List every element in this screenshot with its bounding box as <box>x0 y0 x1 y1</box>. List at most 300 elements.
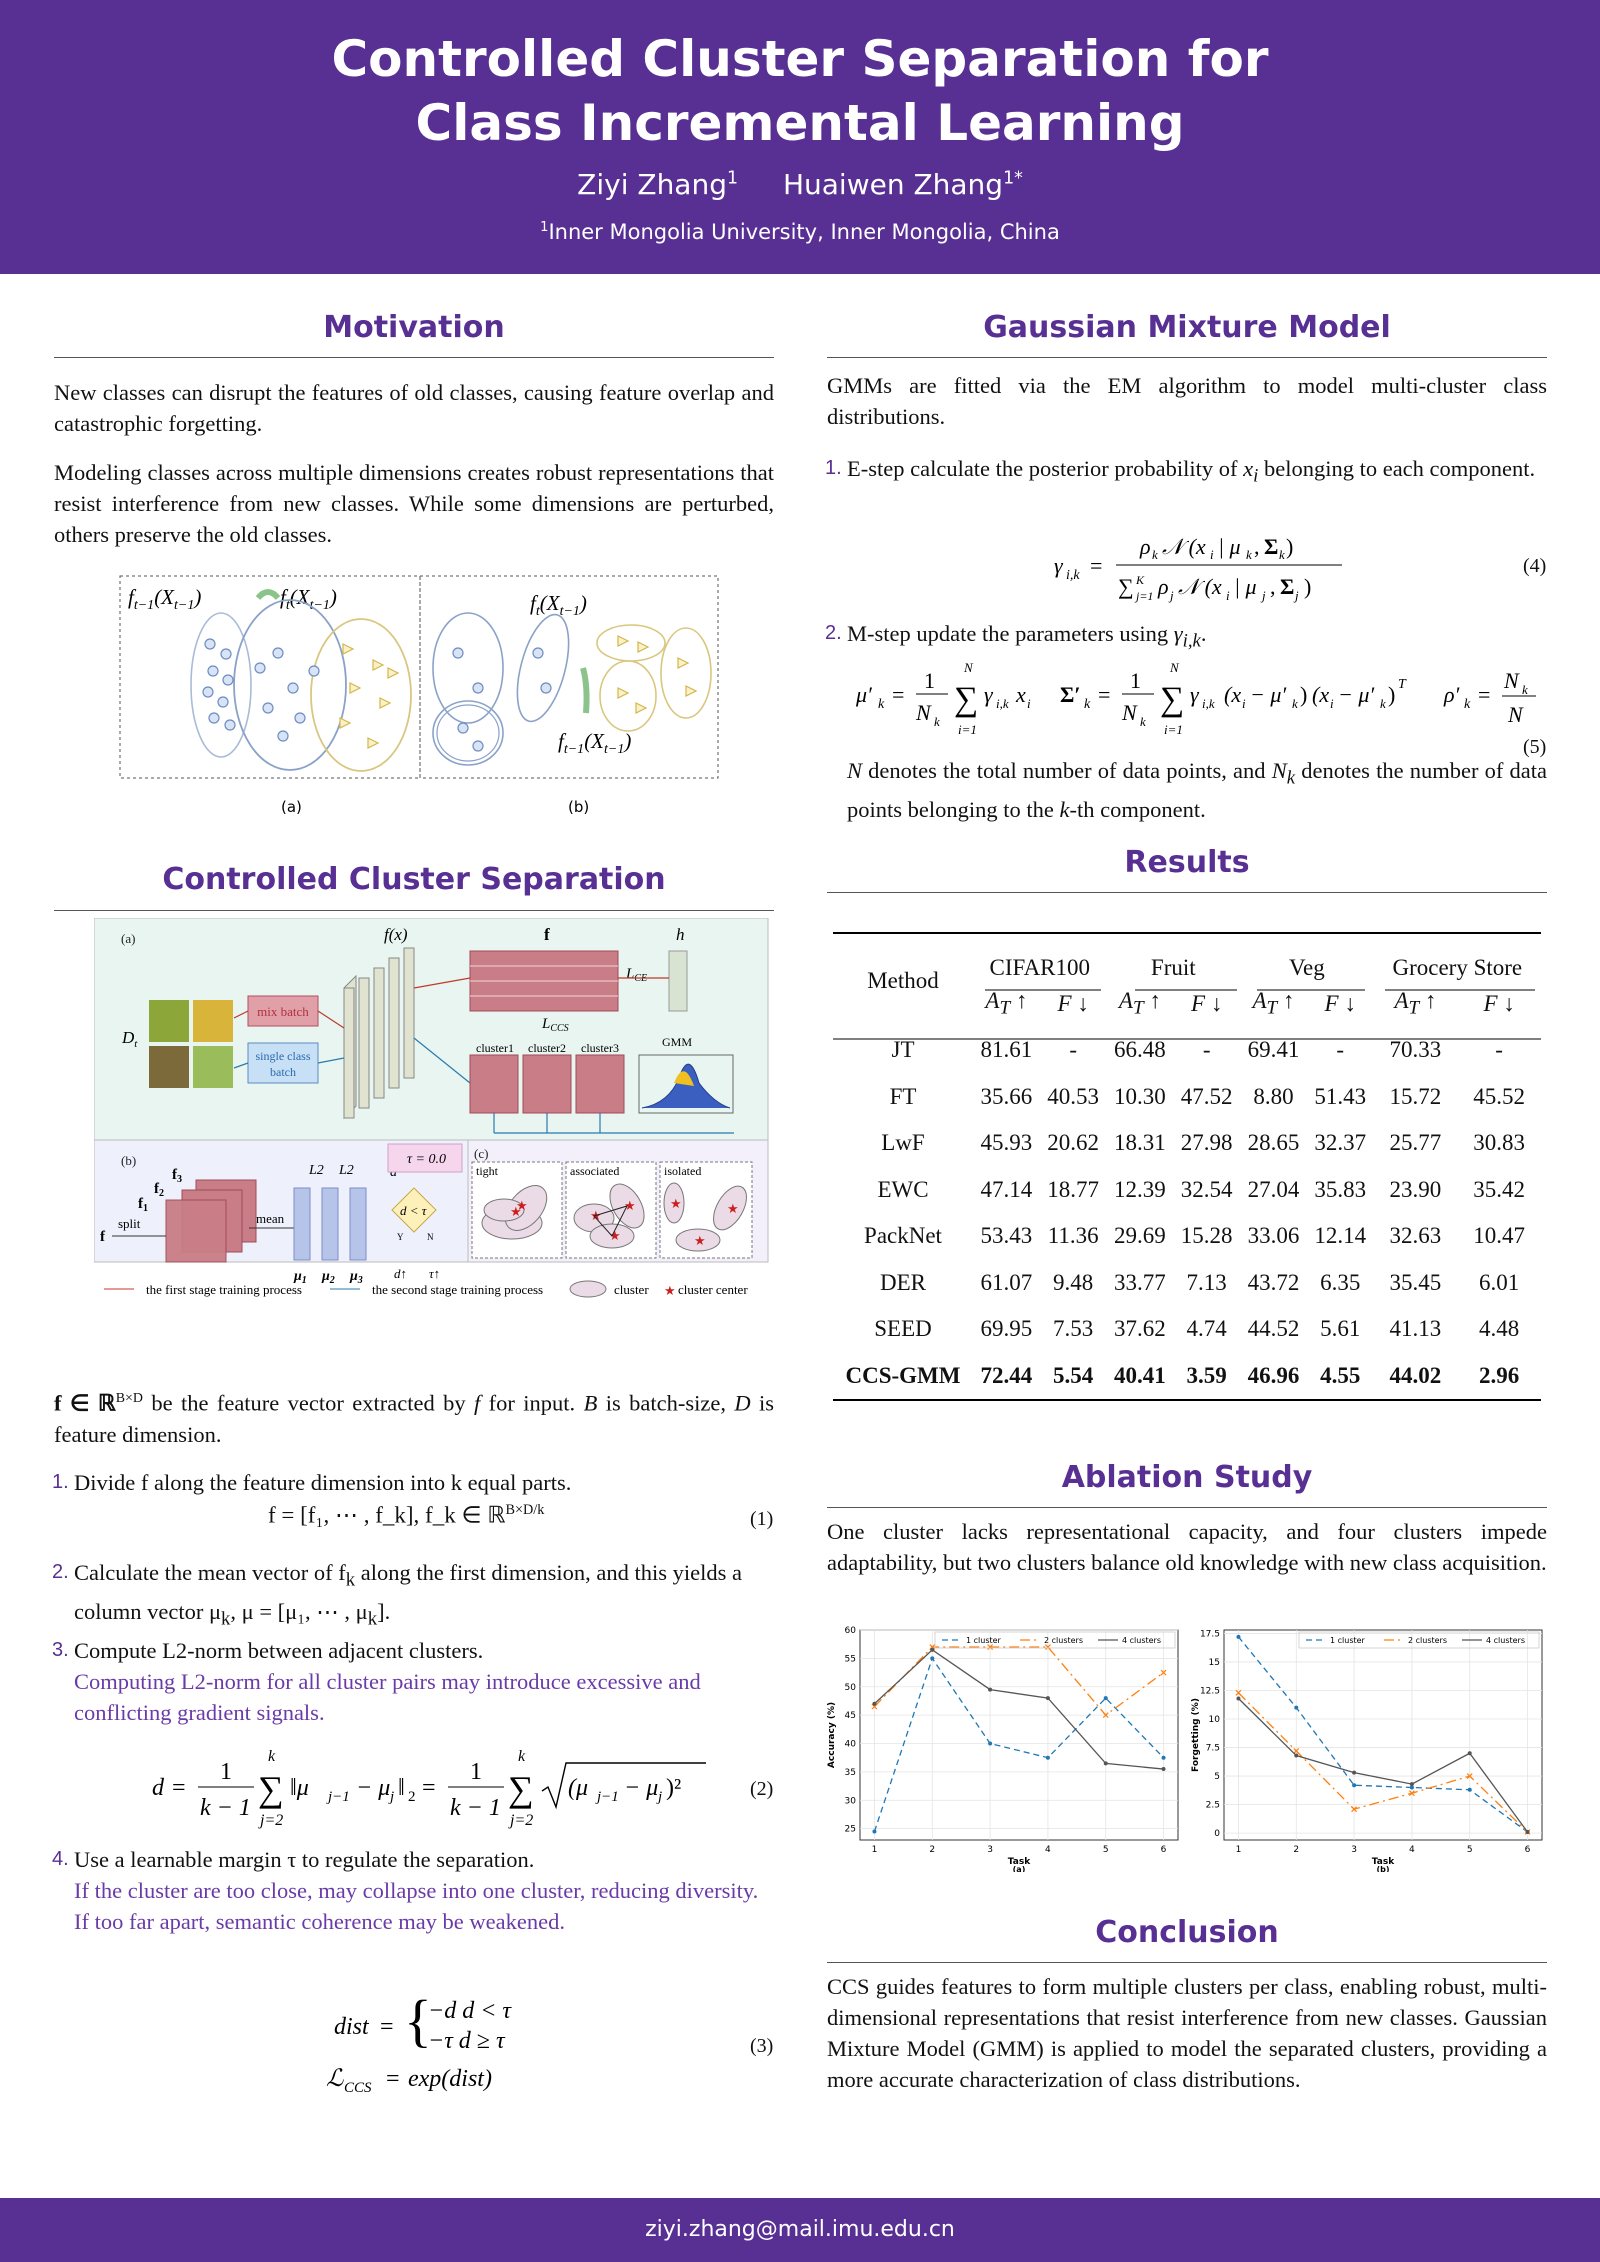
method-cell: EWC <box>877 1176 929 1202</box>
data-point <box>930 1656 934 1660</box>
ccs-intro: f ∈ ℝ$^{B\times D}$ be the feature vector extracted by f for input. B is batch-size, D is feature dimension. <box>54 1390 774 1447</box>
equation-4 <box>1050 528 1350 608</box>
value-cell: 47.52 <box>1180 1083 1233 1109</box>
value-cell: 12.14 <box>1314 1223 1367 1249</box>
value-cell: 46.96 <box>1247 1362 1300 1388</box>
svg-text:i=1: i=1 <box>958 722 977 737</box>
value-cell: 6.01 <box>1479 1269 1520 1295</box>
svg-text:mean: mean <box>256 1211 285 1226</box>
svg-text:): ) <box>1304 574 1312 599</box>
value-cell: 33.06 <box>1247 1223 1300 1249</box>
data-point <box>1294 1754 1298 1758</box>
y-tick-label: 7.5 <box>1205 1743 1220 1754</box>
svg-text:j−1: j−1 <box>597 1789 619 1805</box>
svg-text:): ) <box>1300 682 1308 707</box>
table-header-row-1 <box>833 934 1541 981</box>
svg-text:i,k: i,k <box>996 696 1009 711</box>
svg-text:★: ★ <box>727 1202 739 1217</box>
svg-text:τ↑: τ↑ <box>429 1266 441 1281</box>
svg-text:Y: Y <box>397 1232 404 1242</box>
value-cell: 2.96 <box>1479 1362 1520 1388</box>
x-tick-label: 4 <box>1409 1845 1415 1855</box>
method-cell: JT <box>891 1037 915 1063</box>
conclusion-rule <box>827 1962 1547 1963</box>
ccs-step-3: 3. Compute L2-norm between adjacent clusters. Computing L2-norm for all cluster pairs may introduce excessive and conflicting gradient signals. <box>52 1638 701 1725</box>
metric-header-forgetting: F ↓ <box>1191 990 1223 1016</box>
svg-text:i,k: i,k <box>1202 696 1215 711</box>
svg-text:γ: γ <box>1190 682 1199 707</box>
svg-text:the second stage training proc: the second stage training process <box>372 1282 544 1297</box>
svg-text:k: k <box>268 1748 276 1765</box>
svg-text:j: j <box>390 1789 395 1805</box>
svg-text:‖: ‖ <box>398 1775 405 1801</box>
data-point <box>1468 1751 1472 1755</box>
svg-text:f: f <box>544 925 550 944</box>
value-cell: 69.41 <box>1247 1037 1300 1063</box>
svg-text:{: { <box>404 1988 432 2053</box>
svg-text:μ2: $\mu_2$ <box>322 1269 335 1286</box>
dataset-header: Grocery Store <box>1392 954 1523 980</box>
svg-text:− μ′: − μ′ <box>1250 682 1287 707</box>
svg-text:Σ: Σ <box>1264 534 1279 559</box>
value-cell: 6.35 <box>1320 1269 1361 1295</box>
method-cell: LwF <box>881 1130 925 1156</box>
dataset-header: Fruit <box>1150 954 1196 980</box>
svg-text:★: ★ <box>694 1234 706 1249</box>
svg-text:=: = <box>892 682 905 707</box>
value-cell: 27.98 <box>1180 1130 1233 1156</box>
method-cell: SEED <box>874 1316 932 1342</box>
svg-text:★: ★ <box>664 1284 676 1298</box>
poster-header <box>0 0 1600 274</box>
equation-1: f = [f₁, ⋯ , f_k], f_k ∈ ℝ$^{B\times D/k}$ <box>268 1502 545 1528</box>
method-cell: CCS-GMM <box>845 1362 961 1388</box>
x-tick-label: 6 <box>1524 1845 1531 1855</box>
x-tick-label: 2 <box>929 1845 936 1855</box>
table-row <box>833 1074 1541 1121</box>
equation-3-number: (3) <box>750 2035 774 2057</box>
value-cell: 15.28 <box>1180 1223 1233 1249</box>
svg-text:cluster2: cluster2 <box>528 1041 566 1055</box>
author-2: Huaiwen Zhang$^{1*}$ <box>782 168 1023 201</box>
svg-text:): ) <box>1388 682 1396 707</box>
svg-text:=: = <box>380 2014 394 2040</box>
svg-text:1: 1 <box>220 1759 232 1785</box>
svg-text:): ) <box>1286 534 1294 559</box>
y-tick-label: 50 <box>844 1682 856 1693</box>
svg-text:− μ′: − μ′ <box>1338 682 1375 707</box>
svg-text:ft(Xt−1): $f_t(X_{t-1})$ <box>280 585 337 613</box>
x-tick-label: 3 <box>987 1845 993 1855</box>
value-cell: 35.83 <box>1314 1176 1367 1202</box>
table-row <box>833 1260 1541 1307</box>
svg-text:j: j <box>1170 588 1174 603</box>
value-cell: 10.30 <box>1114 1083 1166 1109</box>
metric-header-accuracy: $A_T$ ↑ <box>985 987 1028 1019</box>
svg-text:j=2: j=2 <box>260 1812 284 1829</box>
value-cell: 18.77 <box>1047 1176 1100 1202</box>
metric-header-accuracy: $A_T$ ↑ <box>1252 987 1295 1019</box>
svg-text:𝒩 (x: 𝒩 (x <box>1162 534 1206 559</box>
svg-text:γ: γ <box>984 682 993 707</box>
legend-label: 1 cluster <box>1330 1636 1365 1645</box>
x-tick-label: 6 <box>1160 1845 1167 1855</box>
value-cell: 70.33 <box>1389 1037 1442 1063</box>
svg-text:cluster1: cluster1 <box>476 1041 514 1055</box>
svg-text:★: ★ <box>609 1229 621 1244</box>
equation-1-number: (1) <box>750 1508 774 1530</box>
conclusion-text: CCS guides features to form multiple clusters per class, enabling robust, multi-dimensional representations that resist interference from new classes. Gaussian Mixture Model (GMM) is applied to model the separated clusters, providing a more accurate characterization of class distributions. <box>827 1974 1547 2092</box>
y-tick-label: 60 <box>844 1626 856 1636</box>
x-tick-label: 4 <box>1045 1845 1051 1855</box>
svg-text:k: k <box>1464 697 1471 712</box>
svg-text:| μ: | μ <box>1234 574 1257 599</box>
table-bottom-rule <box>833 1399 1541 1401</box>
motivation-paragraph-2: Modeling classes across multiple dimensions creates robust representations that resist interference from new classes. While some dimensions are perturbed, others preserve the old classes. <box>54 460 774 547</box>
table-rules <box>833 980 1541 1040</box>
svg-text:i: i <box>1027 696 1031 711</box>
svg-text:∑: ∑ <box>1118 574 1134 599</box>
title-line-2: Class Incremental Learning <box>415 94 1185 152</box>
svg-text:★: ★ <box>590 1209 602 1224</box>
value-cell: 5.61 <box>1320 1316 1361 1342</box>
svg-text:k: k <box>1152 547 1158 562</box>
svg-text:h: h <box>676 925 685 944</box>
y-tick-label: 10 <box>1208 1715 1220 1726</box>
svg-text:k: k <box>518 1748 526 1765</box>
svg-text:,: , <box>1270 574 1276 599</box>
gmm-step-1: 1. E-step calculate the posterior probability of $x_i$ belonging to each component. <box>825 456 1536 487</box>
svg-text:mix batch: mix batch <box>257 1004 309 1019</box>
value-cell: 47.14 <box>980 1176 1033 1202</box>
svg-text:i: i <box>1226 588 1230 603</box>
svg-text:)²: )² <box>666 1775 682 1801</box>
value-cell: 66.48 <box>1114 1037 1166 1063</box>
svg-text:f(x): f(x) <box>384 925 408 944</box>
svg-text:k: k <box>934 714 940 729</box>
value-cell: 12.39 <box>1114 1176 1166 1202</box>
value-cell: 23.90 <box>1389 1176 1442 1202</box>
svg-text:cluster3: cluster3 <box>581 1041 619 1055</box>
svg-text:★: ★ <box>624 1199 636 1214</box>
gmm-title: Gaussian Mixture Model <box>983 310 1391 345</box>
data-point <box>1526 1830 1530 1834</box>
ccs-title: Controlled Cluster Separation <box>162 862 666 897</box>
gmm-step-2: 2. M-step update the parameters using $\gamma_{i,k}$. <box>825 621 1207 652</box>
y-tick-label: 45 <box>844 1711 856 1722</box>
value-cell: 40.41 <box>1114 1362 1166 1388</box>
svg-text:CCS: CCS <box>344 2080 372 2096</box>
svg-text:‖μ: ‖μ <box>290 1775 309 1801</box>
svg-text:𝒩 (x: 𝒩 (x <box>1178 574 1222 599</box>
dataset-header: CIFAR100 <box>989 954 1091 980</box>
svg-text:i,k: i,k <box>1066 568 1080 583</box>
value-cell: 8.80 <box>1253 1083 1294 1109</box>
affiliation: $^1$Inner Mongolia University, Inner Mongolia, China <box>540 220 1060 244</box>
svg-text:(b): (b) <box>121 1153 137 1168</box>
svg-text:i: i <box>1210 547 1214 562</box>
value-cell: 37.62 <box>1114 1316 1166 1342</box>
method-header: Method <box>867 967 939 993</box>
svg-text:(a): (a) <box>281 798 302 816</box>
data-point <box>1162 1756 1166 1760</box>
legend-label: 1 cluster <box>966 1636 1001 1645</box>
value-cell: 32.37 <box>1314 1130 1367 1156</box>
y-tick-label: 12.5 <box>1199 1686 1220 1697</box>
svg-text:k − 1: k − 1 <box>450 1795 501 1821</box>
svg-text:− μ: − μ <box>356 1775 391 1801</box>
svg-text:k: k <box>1279 547 1285 562</box>
svg-text:2: 2 <box>408 1789 416 1805</box>
value-cell: 28.65 <box>1247 1130 1300 1156</box>
svg-text:dist: dist <box>334 2014 369 2040</box>
data-point <box>988 1742 992 1746</box>
value-cell: 44.52 <box>1247 1316 1300 1342</box>
dataset-header: Veg <box>1288 954 1325 980</box>
value-cell: 7.53 <box>1053 1316 1094 1342</box>
table-row <box>833 1353 1541 1400</box>
svg-text:ℒ: ℒ <box>326 2066 344 2092</box>
svg-text:f2: $f_2$ <box>154 1181 164 1199</box>
svg-text:k − 1: k − 1 <box>200 1795 251 1821</box>
svg-text:d < τ: d < τ <box>400 1203 427 1218</box>
accuracy-chart <box>822 1622 1184 1872</box>
value-cell: 40.53 <box>1047 1083 1100 1109</box>
x-tick-label: 5 <box>1102 1845 1109 1855</box>
svg-text:ft−1(Xt−1): $f_{t-1}(X_{t-1})$ <box>128 585 202 613</box>
value-cell: 27.04 <box>1247 1176 1300 1202</box>
results-rule <box>827 892 1547 893</box>
svg-text:μ′: μ′ <box>856 682 872 707</box>
x-axis-label: Task <box>1371 1857 1395 1867</box>
svg-text:∑: ∑ <box>1160 681 1185 718</box>
svg-text:(c): (c) <box>474 1146 489 1161</box>
value-cell: 29.69 <box>1114 1223 1166 1249</box>
value-cell: 25.77 <box>1389 1130 1442 1156</box>
ablation-text: One cluster lacks representational capacity, and four clusters impede adaptability, but two clusters balance old knowledge with new class acquisition. <box>827 1519 1547 1575</box>
svg-text:GMM: GMM <box>662 1035 693 1049</box>
svg-text:★: ★ <box>670 1197 682 1212</box>
value-cell: 35.66 <box>980 1083 1033 1109</box>
y-axis-label: Forgetting (%) <box>1191 1698 1201 1772</box>
value-cell: - <box>1336 1037 1345 1063</box>
svg-text:f: f <box>100 1229 105 1245</box>
motivation-rule <box>54 357 774 358</box>
table-row <box>833 1120 1541 1167</box>
metric-header-accuracy: $A_T$ ↑ <box>1394 987 1437 1019</box>
svg-text:1: 1 <box>1130 668 1141 693</box>
svg-text:ρ: ρ <box>1158 574 1169 599</box>
x-tick-label: 3 <box>1351 1845 1357 1855</box>
svg-text:γ: γ <box>1054 553 1063 578</box>
value-cell: 35.45 <box>1389 1269 1442 1295</box>
svg-text:associated: associated <box>570 1164 620 1178</box>
svg-text:=: = <box>422 1775 436 1801</box>
x-tick-label: 5 <box>1466 1845 1473 1855</box>
svg-text:the first stage training proce: the first stage training process <box>146 1282 302 1297</box>
poster-footer <box>0 2198 1600 2262</box>
equation-2-number: (2) <box>750 1778 774 1800</box>
motivation-title: Motivation <box>323 310 505 345</box>
svg-text:cluster: cluster <box>614 1282 649 1297</box>
svg-text:single class: single class <box>255 1049 311 1063</box>
svg-text:=: = <box>172 1775 186 1801</box>
svg-text:j=1: j=1 <box>1136 589 1154 603</box>
svg-text:(x: (x <box>1312 682 1330 707</box>
x-tick-label: 1 <box>1235 1845 1242 1855</box>
svg-text:★: ★ <box>510 1205 522 1220</box>
svg-text:Σ: Σ <box>1280 574 1295 599</box>
y-axis-label: Accuracy (%) <box>827 1701 837 1769</box>
authors <box>0 168 1600 201</box>
svg-text:,: , <box>1254 534 1260 559</box>
svg-text:N: N <box>427 1232 434 1242</box>
svg-text:j−1: j−1 <box>328 1789 350 1805</box>
svg-text:i: i <box>1242 696 1246 711</box>
svg-text:f1: $f_1$ <box>138 1196 148 1214</box>
value-cell: 18.31 <box>1114 1130 1166 1156</box>
data-point <box>1162 1767 1166 1771</box>
svg-text:N: N <box>1122 700 1137 725</box>
chart-sublabel: (a) <box>1012 1865 1026 1872</box>
value-cell: 43.72 <box>1247 1269 1300 1295</box>
legend-label: 4 clusters <box>1122 1636 1162 1645</box>
svg-text:μ3: $\mu_3$ <box>350 1269 363 1286</box>
svg-text:N: N <box>1170 660 1179 675</box>
svg-text:(a): (a) <box>121 931 136 946</box>
svg-text:k: k <box>1084 697 1091 712</box>
svg-text:L2: L2 <box>339 1163 354 1178</box>
ccs-step-1: 1. Divide f along the feature dimension into k equal parts. <box>52 1470 572 1495</box>
data-point <box>872 1829 876 1833</box>
motivation-figure <box>118 568 720 820</box>
motivation-paragraph-1: New classes can disrupt the features of old classes, causing feature overlap and catastrophic forgetting. <box>54 380 774 436</box>
data-point <box>988 1688 992 1692</box>
ccs-rule <box>54 910 774 911</box>
data-point <box>1104 1761 1108 1765</box>
table-row <box>833 1213 1541 1260</box>
table-row <box>833 1306 1541 1353</box>
svg-text:−d d < τ: −d d < τ <box>428 1998 511 2024</box>
gmm-intro: GMMs are fitted via the EM algorithm to model multi-cluster class distributions. <box>827 373 1547 429</box>
svg-text:exp(dist): exp(dist) <box>408 2066 492 2092</box>
svg-text:T: T <box>1398 677 1406 692</box>
svg-text:(μ: (μ <box>568 1775 589 1801</box>
contact-email[interactable]: ziyi.zhang@mail.imu.edu.cn <box>645 2217 955 2242</box>
value-cell: 32.54 <box>1180 1176 1233 1202</box>
value-cell: - <box>1495 1037 1503 1063</box>
value-cell: 45.52 <box>1473 1083 1525 1109</box>
svg-text:| μ: | μ <box>1218 534 1241 559</box>
svg-text:∑: ∑ <box>954 681 979 718</box>
data-point <box>1468 1788 1472 1792</box>
chart-sublabel: (b) <box>1376 1865 1390 1872</box>
y-tick-label: 25 <box>844 1824 856 1835</box>
svg-text:N: N <box>964 660 973 675</box>
y-tick-label: 55 <box>844 1654 856 1665</box>
svg-text:j=2: j=2 <box>510 1812 534 1829</box>
svg-text:−τ d ≥ τ: −τ d ≥ τ <box>428 2028 505 2054</box>
y-tick-label: 0 <box>1214 1829 1220 1840</box>
y-tick-label: 30 <box>844 1796 856 1807</box>
svg-text:=: = <box>386 2066 400 2092</box>
gmm-note: N denotes the total number of data points, and $N_k$ denotes the number of data points belonging to the k-th component. <box>847 758 1547 822</box>
svg-text:split: split <box>118 1216 141 1231</box>
value-cell: 35.42 <box>1473 1176 1525 1202</box>
data-point <box>930 1648 934 1652</box>
svg-text:i: i <box>1330 696 1334 711</box>
svg-text:(b): (b) <box>568 798 590 816</box>
value-cell: 11.36 <box>1047 1223 1099 1249</box>
data-point <box>1046 1756 1050 1760</box>
value-cell: 9.48 <box>1053 1269 1094 1295</box>
svg-text:tight: tight <box>476 1164 499 1178</box>
svg-text:Σ′: Σ′ <box>1060 682 1081 707</box>
value-cell: 32.63 <box>1389 1223 1442 1249</box>
table-row <box>833 1167 1541 1214</box>
svg-text:N: N <box>916 700 931 725</box>
value-cell: 33.77 <box>1114 1269 1166 1295</box>
svg-text:k: k <box>1246 547 1252 562</box>
svg-text:batch: batch <box>270 1065 296 1079</box>
equation-3 <box>318 1988 578 2098</box>
equation-5-number: (5) <box>1523 736 1547 758</box>
value-cell: 53.43 <box>980 1223 1033 1249</box>
svg-text:− μ: − μ <box>624 1775 659 1801</box>
svg-text:(x: (x <box>1224 682 1242 707</box>
svg-text:d: d <box>152 1775 164 1801</box>
svg-text:x: x <box>1016 682 1026 707</box>
legend-label: 4 clusters <box>1486 1636 1526 1645</box>
value-cell: 61.07 <box>980 1269 1033 1295</box>
svg-text:N: N <box>1504 668 1519 693</box>
data-point <box>1410 1786 1414 1790</box>
ablation-title: Ablation Study <box>1061 1460 1313 1495</box>
y-tick-label: 17.5 <box>1199 1629 1220 1640</box>
svg-text:=: = <box>1478 682 1491 707</box>
method-cell: PackNet <box>864 1223 942 1249</box>
legend-label: 2 clusters <box>1044 1636 1084 1645</box>
ccs-step-4: 4. Use a learnable margin τ to regulate the separation. If the cluster are too close, may collapse into one cluster, reducing diversity. If too far apart, semantic coherence may be weakened. <box>52 1847 759 1934</box>
ablation-rule <box>827 1507 1547 1508</box>
value-cell: - <box>1202 1037 1211 1063</box>
svg-text:ft−1(Xt−1): $f_{t-1}(X_{t-1})$ <box>558 729 632 757</box>
svg-text:LCCS: $L_{CCS}$ <box>542 1016 569 1034</box>
value-cell: 72.44 <box>980 1362 1033 1388</box>
value-cell: 5.54 <box>1053 1362 1094 1388</box>
metric-header-accuracy: $A_T$ ↑ <box>1118 987 1161 1019</box>
data-point <box>1352 1771 1356 1775</box>
results-title: Results <box>1124 845 1250 880</box>
author-1: Ziyi Zhang$^1$ <box>577 168 739 201</box>
y-tick-label: 5 <box>1214 1772 1220 1783</box>
svg-text:=: = <box>1098 682 1111 707</box>
value-cell: 15.72 <box>1389 1083 1442 1109</box>
svg-text:Dt: $D_t$ <box>122 1028 138 1050</box>
data-point <box>1236 1635 1240 1639</box>
svg-text:k: k <box>1140 714 1146 729</box>
method-cell: FT <box>889 1083 917 1109</box>
svg-text:k: k <box>1292 696 1298 711</box>
svg-text:1: 1 <box>924 668 935 693</box>
data-point <box>1410 1782 1414 1786</box>
svg-text:ρ′: ρ′ <box>1444 682 1460 707</box>
value-cell: 10.47 <box>1473 1223 1525 1249</box>
method-cell: DER <box>880 1269 926 1295</box>
svg-text:LCE: $L_{CE}$ <box>626 966 648 984</box>
value-cell: 44.02 <box>1389 1362 1442 1388</box>
gmm-rule <box>827 357 1547 358</box>
